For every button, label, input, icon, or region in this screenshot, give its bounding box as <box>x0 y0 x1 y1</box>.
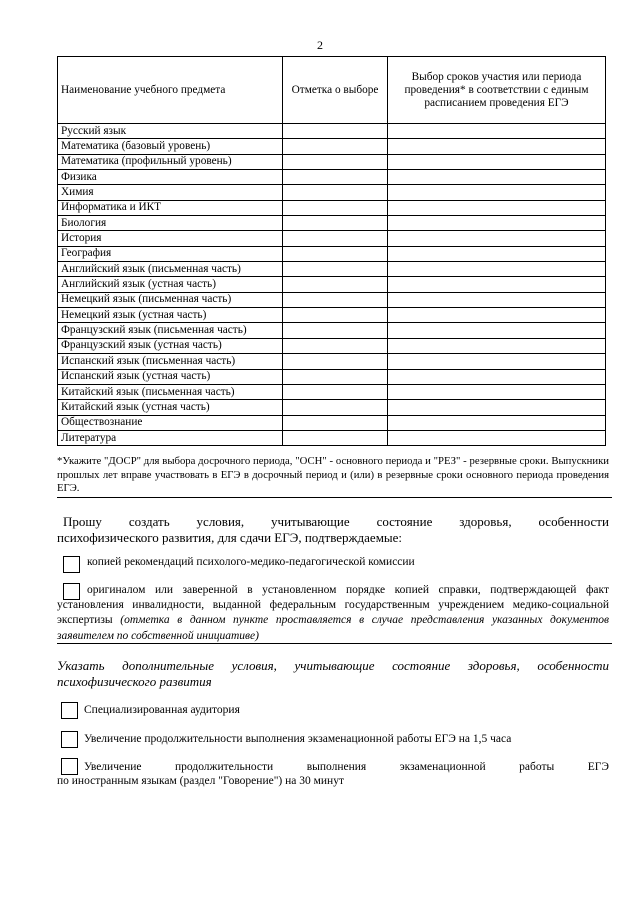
specify-first-line <box>57 658 609 674</box>
period-cell[interactable] <box>388 200 606 215</box>
mark-cell[interactable] <box>283 246 388 261</box>
subject-name: Английский язык (устная часть) <box>58 277 283 292</box>
specify-conditions <box>57 658 609 690</box>
subject-name: Испанский язык (устная часть) <box>58 369 283 384</box>
footnote: *Укажите "ДОСР" для выбора досрочного периода, "ОСН" - основного периода и "РЕЗ" - резервные сроки. Выпускники прошлых лет вправе участвовать в ЕГЭ в досрочный период и (или) в резервные сроки основного периода проведения ЕГЭ. <box>57 455 609 494</box>
period-cell[interactable] <box>388 154 606 169</box>
foreign-word: ЕГЭ <box>587 761 609 773</box>
period-cell[interactable] <box>388 246 606 261</box>
period-cell[interactable] <box>388 292 606 307</box>
mark-cell[interactable] <box>283 277 388 292</box>
mark-cell[interactable] <box>283 170 388 185</box>
subject-name: Математика (базовый уровень) <box>58 139 283 154</box>
period-cell[interactable] <box>388 216 606 231</box>
table-row <box>58 354 606 369</box>
foreign-word: выполнения <box>306 761 367 773</box>
subject-name: Французский язык (устная часть) <box>58 338 283 353</box>
mark-cell[interactable] <box>283 139 388 154</box>
subject-name: Информатика и ИКТ <box>58 200 283 215</box>
room-checkbox[interactable] <box>61 702 78 719</box>
subject-name: Русский язык <box>58 124 283 139</box>
table-row <box>58 277 606 292</box>
condition-extension: Увеличение продолжительности выполнения экзаменационной работы ЕГЭ на 1,5 часа <box>84 733 512 745</box>
period-cell[interactable] <box>388 400 606 415</box>
period-cell[interactable] <box>388 430 606 445</box>
table-header-row <box>58 57 606 124</box>
period-cell[interactable] <box>388 139 606 154</box>
header-period: Выбор сроков участия или периода проведения* в соответствии с единым расписанием проведения ЕГЭ <box>388 57 606 124</box>
specify-word: условия, <box>231 658 277 673</box>
header-mark: Отметка о выборе <box>283 57 388 124</box>
mark-cell[interactable] <box>283 415 388 430</box>
table-row <box>58 415 606 430</box>
table-row <box>58 170 606 185</box>
mark-cell[interactable] <box>283 384 388 399</box>
recommendation-checkbox[interactable] <box>63 556 80 573</box>
specify-rest: психофизического развития <box>57 674 212 689</box>
extension-checkbox[interactable] <box>61 731 78 748</box>
request-rest: психофизического развития, для сдачи ЕГЭ, подтверждаемые: <box>57 530 403 545</box>
table-row <box>58 200 606 215</box>
period-cell[interactable] <box>388 277 606 292</box>
table-row <box>58 262 606 277</box>
table-row <box>58 369 606 384</box>
foreign-word: экзаменационной <box>399 761 486 773</box>
table-row <box>58 246 606 261</box>
period-cell[interactable] <box>388 415 606 430</box>
mark-cell[interactable] <box>283 338 388 353</box>
mark-cell[interactable] <box>283 369 388 384</box>
table-row <box>58 430 606 445</box>
request-word: особенности <box>538 514 609 529</box>
request-word: условия, <box>196 514 245 529</box>
specify-word: здоровья, <box>467 658 520 673</box>
header-subject: Наименование учебного предмета <box>58 57 283 124</box>
foreign-word: продолжительности <box>175 761 274 773</box>
certificate-note: (отметка в данном пункте проставляется в случае представления указанных документов заявителем по собственной инициативе) <box>57 614 610 642</box>
period-cell[interactable] <box>388 369 606 384</box>
table-row <box>58 308 606 323</box>
request-word: состояние <box>376 514 433 529</box>
option-recommendation: копией рекомендаций психолого-медико-педагогической комиссии <box>87 556 415 568</box>
foreign-word: работы <box>519 761 555 773</box>
table-row <box>58 231 606 246</box>
subject-name: Английский язык (письменная часть) <box>58 262 283 277</box>
mark-cell[interactable] <box>283 231 388 246</box>
specify-word: дополнительные <box>122 658 214 673</box>
certificate-text: оригиналом или заверенной в установленном порядке копией справки, подтверждающей факт установления инвалидности, выданной федеральным государственным учреждением медико-социальной экспертизы <box>57 584 609 627</box>
request-word: создать <box>128 514 170 529</box>
mark-cell[interactable] <box>283 292 388 307</box>
specify-word: Указать <box>57 658 105 673</box>
period-cell[interactable] <box>388 308 606 323</box>
period-cell[interactable] <box>388 338 606 353</box>
table-row <box>58 323 606 338</box>
subject-name: География <box>58 246 283 261</box>
subject-name: Литература <box>58 430 283 445</box>
subject-name: Биология <box>58 216 283 231</box>
period-cell[interactable] <box>388 262 606 277</box>
subject-name: Математика (профильный уровень) <box>58 154 283 169</box>
subject-name: Испанский язык (письменная часть) <box>58 354 283 369</box>
mark-cell[interactable] <box>283 354 388 369</box>
mark-cell[interactable] <box>283 430 388 445</box>
table-row <box>58 124 606 139</box>
footnote-divider <box>57 497 612 498</box>
subject-name: Немецкий язык (устная часть) <box>58 308 283 323</box>
table-row <box>58 139 606 154</box>
foreign-first-line <box>57 760 609 774</box>
specify-word: особенности <box>537 658 609 673</box>
table-row <box>58 154 606 169</box>
request-word: здоровья, <box>459 514 512 529</box>
subject-name: Китайский язык (устная часть) <box>58 400 283 415</box>
foreign-word: Увеличение <box>84 761 142 773</box>
mark-cell[interactable] <box>283 323 388 338</box>
options-divider <box>57 643 612 644</box>
request-first-line <box>57 514 609 530</box>
table-row <box>58 216 606 231</box>
table-row <box>58 185 606 200</box>
mark-cell[interactable] <box>283 216 388 231</box>
mark-cell[interactable] <box>283 185 388 200</box>
period-cell[interactable] <box>388 354 606 369</box>
period-cell[interactable] <box>388 185 606 200</box>
foreign-rest: по иностранным языкам (раздел "Говорение") на 30 минут <box>57 775 344 787</box>
mark-cell[interactable] <box>283 200 388 215</box>
period-cell[interactable] <box>388 231 606 246</box>
period-cell[interactable] <box>388 170 606 185</box>
specify-word: состояние <box>392 658 451 673</box>
subject-name: Французский язык (письменная часть) <box>58 323 283 338</box>
subjects-table-body <box>58 124 606 446</box>
specify-word: учитывающие <box>294 658 375 673</box>
mark-cell[interactable] <box>283 308 388 323</box>
period-cell[interactable] <box>388 323 606 338</box>
subject-name: Физика <box>58 170 283 185</box>
request-text <box>57 514 609 546</box>
condition-room: Специализированная аудитория <box>84 704 240 716</box>
option-certificate <box>57 583 609 644</box>
condition-foreign-language <box>57 760 609 788</box>
mark-cell[interactable] <box>283 400 388 415</box>
table-row <box>58 400 606 415</box>
subjects-table <box>57 56 606 446</box>
period-cell[interactable] <box>388 124 606 139</box>
request-word: Прошу <box>63 514 102 529</box>
subject-name: Обществознание <box>58 415 283 430</box>
table-row <box>58 384 606 399</box>
request-word: учитывающие <box>271 514 350 529</box>
subject-name: Немецкий язык (письменная часть) <box>58 292 283 307</box>
table-row <box>58 292 606 307</box>
subject-name: Химия <box>58 185 283 200</box>
period-cell[interactable] <box>388 384 606 399</box>
mark-cell[interactable] <box>283 154 388 169</box>
subject-name: История <box>58 231 283 246</box>
mark-cell[interactable] <box>283 124 388 139</box>
mark-cell[interactable] <box>283 262 388 277</box>
page-number: 2 <box>317 38 323 52</box>
table-row <box>58 338 606 353</box>
subject-name: Китайский язык (письменная часть) <box>58 384 283 399</box>
